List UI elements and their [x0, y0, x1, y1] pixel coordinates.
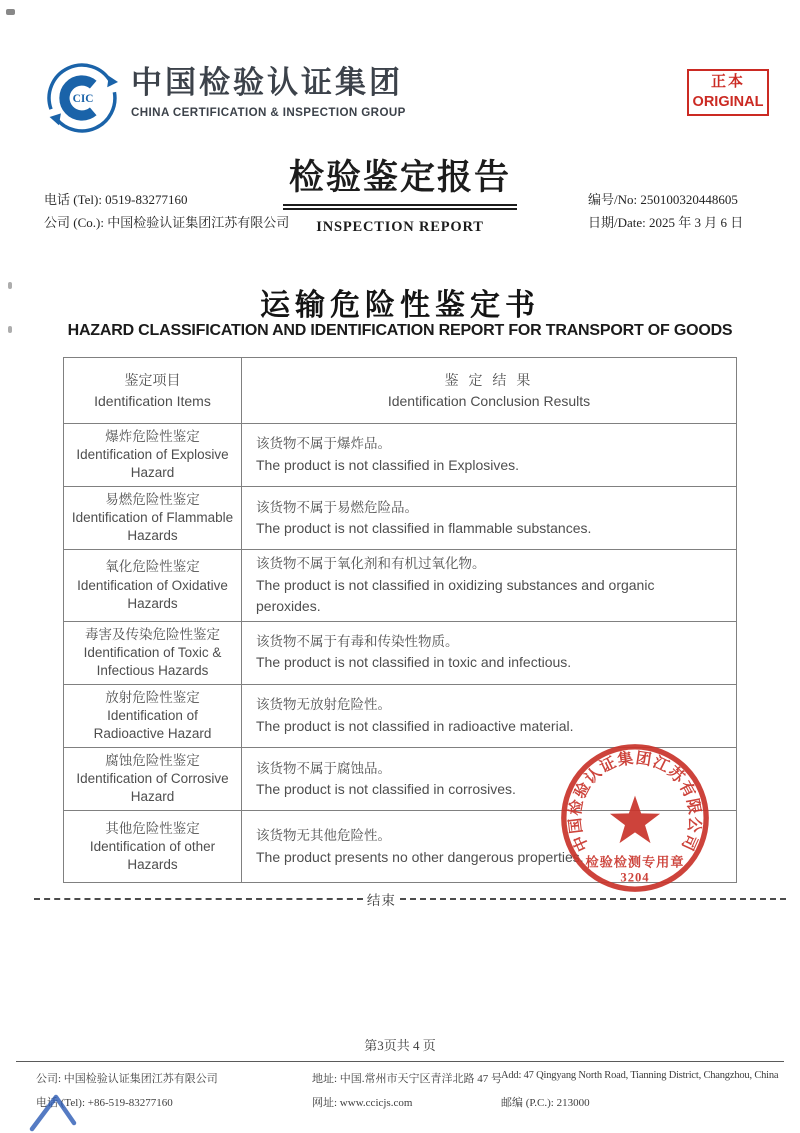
footer-address-cn: 地址: 中国.常州市天宁区青洋北路 47 号 — [312, 1073, 503, 1085]
report-company: 公司 (Co.): 中国检验认证集团江苏有限公司 — [44, 215, 290, 231]
table-row: 放射危险性鉴定 Identification of Radioactive Hazard 该货物无放射危险性。 The product is not classified in radioactive material. — [64, 684, 737, 747]
footer-address-en: Add: 47 Qingyang North Road, Tianning District, Changzhou, China — [501, 1070, 779, 1081]
doc-title-en: HAZARD CLASSIFICATION AND IDENTIFICATION REPORT FOR TRANSPORT OF GOODS — [67, 322, 733, 339]
end-divider-dash — [34, 898, 363, 900]
table-row: 其他危险性鉴定 Identification of other Hazards 该货物无其他危险性。 The product presents no other dangerous properties. — [64, 811, 737, 883]
seal-ring-text: 中国检验认证集团江苏有限公司 — [566, 749, 704, 854]
seal-label: 检验检测专用章 — [585, 854, 685, 870]
doc-title-cn: 运输危险性鉴定书 — [260, 289, 540, 322]
report-tel: 电话 (Tel): 0519-83277160 — [44, 192, 188, 207]
org-logo-block — [46, 62, 406, 134]
report-date: 日期/Date: 2025 年 3 月 6 日 — [588, 215, 744, 231]
seal-code: 3204 — [620, 870, 650, 885]
table-row: 易燃危险性鉴定 Identification of Flammable Hazards 该货物不属于易燃危险品。 The product is not classified in flammable substances. — [64, 487, 737, 550]
original-badge-en: ORIGINAL — [692, 93, 764, 110]
original-badge-cn: 正本 — [710, 74, 745, 90]
footer-company: 公司: 中国检验认证集团江苏有限公司 — [36, 1073, 218, 1085]
report-contact-block — [44, 188, 289, 235]
cic-logo-icon — [46, 62, 118, 134]
report-meta-block — [588, 188, 743, 235]
table-row: 爆炸危险性鉴定 Identification of Explosive Hazard 该货物不属于爆炸品。 The product is not classified in Explosives. — [64, 424, 737, 487]
end-marker-text: 结束 — [366, 893, 396, 908]
footer-divider — [16, 1061, 784, 1062]
header-results-cell: 鉴 定 结 果 Identification Conclusion Results — [242, 358, 737, 424]
report-number: 编号/No: 250100320448605 — [588, 192, 738, 207]
report-title-en: INSPECTION REPORT — [316, 219, 484, 235]
scan-artifact — [6, 9, 15, 15]
original-badge — [687, 69, 769, 116]
logo-cic-text: CIC — [72, 93, 94, 106]
end-divider — [34, 889, 786, 909]
footer-postcode: 邮编 (P.C.): 213000 — [501, 1097, 590, 1109]
table-row: 氧化危险性鉴定 Identification of Oxidative Hazards 该货物不属于氧化剂和有机过氧化物。 The product is not classified in oxidizing substances and organic peroxides. — [64, 550, 737, 621]
blue-pen-mark — [26, 1089, 80, 1133]
seal-star-icon — [610, 796, 660, 844]
footer-tel: 电话 (Tel): +86-519-83277160 — [36, 1097, 173, 1109]
page-number: 第3页共 4 页 — [364, 1038, 436, 1053]
footer-website: 网址: www.ccicjs.com — [312, 1097, 413, 1109]
end-divider-dash — [400, 898, 786, 900]
table-header-row — [64, 358, 737, 424]
table-row: 腐蚀危险性鉴定 Identification of Corrosive Hazard 该货物不属于腐蚀品。 The product is not classified in corrosives. — [64, 748, 737, 811]
report-title-cn: 检验鉴定报告 — [283, 150, 517, 206]
org-name-cn: 中国检验认证集团 — [131, 65, 403, 100]
table-row: 毒害及传染危险性鉴定 Identification of Toxic & Infectious Hazards 该货物不属于有毒和传染性物质。 The product is not classified in toxic and infectious. — [64, 621, 737, 684]
header-items-cell: 鉴定项目 Identification Items — [64, 358, 242, 424]
org-name-en: CHINA CERTIFICATION & INSPECTION GROUP — [131, 106, 406, 120]
company-seal-stamp — [557, 740, 713, 896]
